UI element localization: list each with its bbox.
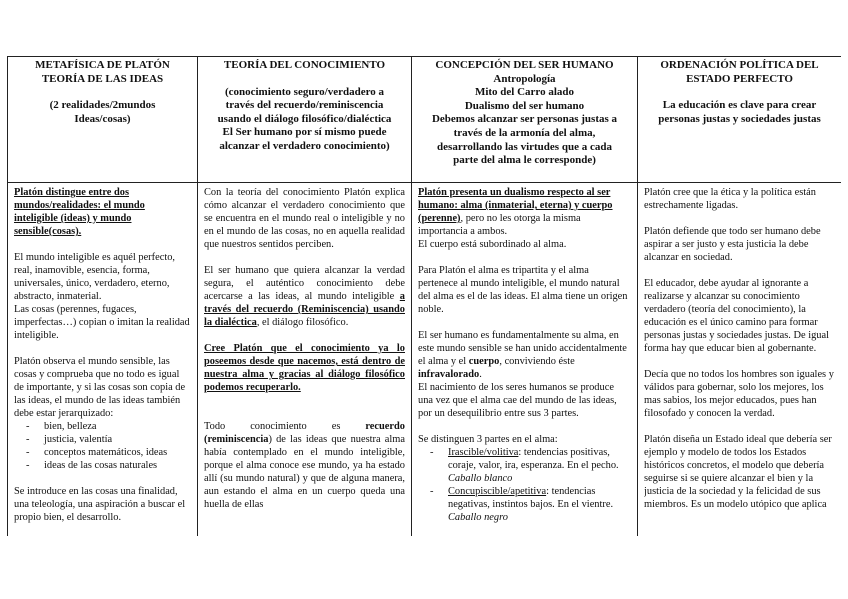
header-line: Ideas/cosas) bbox=[74, 112, 131, 125]
ideas-hierarchy-list bbox=[14, 420, 191, 472]
header-line: ORDENACIÓN POLÍTICA DEL bbox=[660, 59, 819, 71]
header-line: Antropología bbox=[493, 72, 556, 85]
cell-ser-humano bbox=[412, 183, 638, 537]
header-line: través del recuerdo/reminiscencia bbox=[225, 99, 384, 112]
paragraph: Platón diseña un Estado ideal que debería ser ejemplo y modelo de todos los Estados históricos concretos, el modelo que debería seguirse si se quiere alcanzar el bien y la justicia de la sociedad y la felicidad de sus miembros. Es un modelo utópico que aplica bbox=[644, 434, 832, 510]
paragraph: Todo conocimiento es recuerdo (reminiscencia) de las ideas que nuestra alma había contemplado en el mundo inteligible, porque el alma conoce ese mundo, ya ha estado allí (su mundo natural) y que de alguna manera, aun estando el alma en un cuerpo queda una huella de ellas bbox=[204, 421, 405, 510]
paragraph: El educador, debe ayudar al ignorante a realizarse y alcanzar su conocimiento verdadero (teoría del conocimiento), la educación es el único camino para formar personas justas y sociedades justas. De igual forma hay que educar bien al gobernante. bbox=[644, 278, 829, 354]
header-line: La educación es clave para crear bbox=[662, 99, 817, 112]
list-item: - conceptos matemáticos, ideas bbox=[44, 446, 191, 459]
paragraph: Para Platón el alma es tripartita y el alma pertenece al mundo inteligible, el mundo natural del alma es el de las ideas. El alma tiene un origen noble. bbox=[418, 265, 628, 315]
header-line: Debemos alcanzar ser personas justas a bbox=[431, 113, 618, 126]
paragraph: Platón defiende que todo ser humano debe aspirar a ser justo y esta justicia la debe alcanzar en sociedad. bbox=[644, 226, 821, 263]
header-line: usando el diálogo filosófico/dialéctica bbox=[217, 112, 392, 125]
paragraph: Platón observa el mundo sensible, las cosas y comprueba que no todo es igual de importante, y si las cosas son copia de las ideas, el mundo de las ideas también debe estar jerarquizado: bbox=[14, 356, 186, 419]
header-line: Dualismo del ser humano bbox=[464, 99, 585, 112]
header-row bbox=[8, 57, 842, 183]
paragraph: Cree Platón que el conocimiento ya lo poseemos desde que nacemos, está dentro de nuestra alma y gracias al diálogo filosófico podemos recuperarlo. bbox=[204, 343, 405, 393]
paragraph: Decía que no todos los hombres son iguales y válidos para gobernar, solo los mejores, los mas sabios, los mejor educados, pues han filosofado y conocen la verdad. bbox=[644, 369, 834, 419]
header-line: METAFÍSICA DE PLATÓN bbox=[35, 59, 170, 71]
paragraph: Platón distingue entre dos mundos/realidades: el mundo inteligible (ideas) y mundo sensible(cosas). bbox=[14, 187, 145, 237]
header-line: (2 realidades/2mundos bbox=[49, 99, 156, 112]
header-conocimiento bbox=[198, 57, 412, 183]
paragraph: Se distinguen 3 partes en el alma: bbox=[418, 434, 558, 445]
cell-politica bbox=[638, 183, 842, 537]
paragraph: Con la teoría del conocimiento Platón explica cómo alcanzar el verdadero conocimiento que se encuentra en el mundo real o inteligible y no en el mundo de las cosas, no en aquella realidad que nuestros sentidos perciben. bbox=[204, 187, 405, 250]
header-line: desarrollando las virtudes que a cada bbox=[437, 140, 612, 153]
list-item: - Irascible/volitiva: tendencias positivas, coraje, valor, ira, esperanza. En el pecho. Caballo blanco bbox=[448, 446, 631, 485]
header-line: CONCEPCIÓN DEL SER HUMANO bbox=[435, 59, 614, 71]
header-line: ESTADO PERFECTO bbox=[686, 72, 793, 85]
header-line: alcanzar el verdadero conocimiento) bbox=[219, 139, 390, 152]
paragraph: Platón cree que la ética y la política están estrechamente ligadas. bbox=[644, 187, 816, 211]
list-item: - justicia, valentía bbox=[44, 433, 191, 446]
list-item: - bien, belleza bbox=[44, 420, 191, 433]
header-line: través de la armonía del alma, bbox=[453, 126, 596, 139]
cell-conocimiento bbox=[198, 183, 412, 537]
header-line: parte del alma le corresponde) bbox=[453, 154, 596, 167]
header-politica bbox=[638, 57, 842, 183]
header-line: (conocimiento seguro/verdadero a bbox=[224, 85, 385, 98]
soul-parts-list bbox=[418, 446, 631, 524]
header-line: El Ser humano por sí mismo puede bbox=[222, 126, 387, 139]
summary-table bbox=[7, 56, 841, 536]
paragraph: El mundo inteligible es aquél perfecto, real, inamovible, esencia, forma, universales, único, verdadero, eterno, abstracto, inmaterial. Las cosas (perennes, fugaces, imperfectas…) copian o imitan la realidad inteligible. bbox=[14, 252, 190, 341]
header-line: TEORÍA DE LAS IDEAS bbox=[41, 72, 164, 85]
header-line: Mito del Carro alado bbox=[474, 86, 575, 99]
header-line: personas justas y sociedades justas bbox=[658, 112, 821, 125]
paragraph: El ser humano que quiera alcanzar la verdad segura, el auténtico conocimiento debe acercarse a las ideas, al mundo inteligible a través del recuerdo (Reminiscencia) usando la dialéctica, el diálogo filosófico. bbox=[204, 265, 405, 328]
document-page bbox=[7, 56, 841, 536]
list-item: - ideas de las cosas naturales bbox=[44, 459, 191, 472]
header-line: TEORÍA DEL CONOCIMIENTO bbox=[223, 59, 386, 71]
paragraph: El ser humano es fundamentalmente su alma, en este mundo sensible se han unido accidentalmente el alma y el cuerpo, conviviendo éste infravalorado. El nacimiento de los seres humanos se produce una vez que el alma cae del mundo de las ideas, por un desequilibrio entre sus 3 partes. bbox=[418, 330, 627, 419]
paragraph: Platón presenta un dualismo respecto al ser humano: alma (inmaterial, eterna) y cuerpo (perenne), pero no les otorga la misma importancia a ambos. El cuerpo está subordinado al alma. bbox=[418, 187, 613, 250]
cell-metafisica bbox=[8, 183, 198, 537]
header-metafisica bbox=[8, 57, 198, 183]
content-row bbox=[8, 183, 842, 537]
header-ser-humano bbox=[412, 57, 638, 183]
list-item: - Concupiscible/apetitiva: tendencias negativas, instintos bajos. En el vientre. Caballo negro bbox=[448, 485, 631, 524]
paragraph: Se introduce en las cosas una finalidad, una teleología, una aspiración a buscar el propio bien, el desarrollo. bbox=[14, 486, 186, 523]
